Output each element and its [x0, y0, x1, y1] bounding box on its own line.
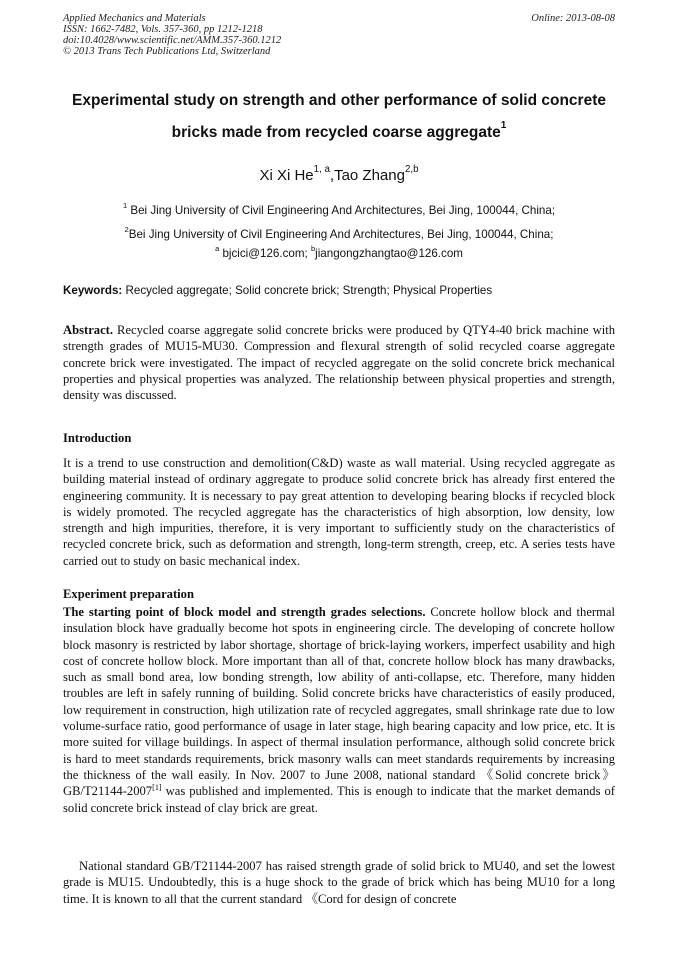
copyright-line: © 2013 Trans Tech Publications Ltd, Switzerland: [63, 46, 271, 57]
email-mark: b: [310, 244, 316, 254]
paper-title-line1: Experimental study on strength and other performance of solid concrete: [72, 92, 606, 109]
subsection-heading: The starting point of block model and strength grades selections.: [63, 605, 426, 619]
affiliation-text: Bei Jing University of Civil Engineering And Architectures, Bei Jing, 100044, China;: [128, 228, 554, 241]
publication-header: [63, 13, 615, 57]
affiliation-number: 2: [124, 225, 129, 235]
online-date: Online: 2013-08-08: [531, 13, 615, 24]
paragraph-text: was published and implemented. This is enough to indicate that the market demands of solid concrete brick instead of clay brick are great.: [63, 784, 615, 815]
issn-line: ISSN: 1662-7482, Vols. 357-360, pp 1212-1218: [63, 24, 263, 35]
abstract-text: Recycled coarse aggregate solid concrete bricks were produced by QTY4-40 brick machine with strength grades of MU15-MU30. Compression and flexural strength of solid recycled coarse aggregate concrete brick were investigated. The impact of recycled aggregate on the solid concrete brick mechanical properties and physical properties was analyzed. The relationship between physical properties and strength, density was discussed.: [63, 323, 615, 403]
section-heading-introduction: Introduction: [63, 431, 132, 445]
email-address: bjcici@126.com;: [219, 247, 311, 260]
title-footnote-mark: 1: [500, 120, 507, 132]
journal-name: Applied Mechanics and Materials: [63, 13, 206, 24]
author-affiliation-mark: 1, a: [313, 163, 330, 175]
author-list: [0, 163, 678, 184]
introduction-paragraph: It is a trend to use construction and demolition(C&D) waste as wall material. Using recycled aggregate as building material instead of ordinary aggregate to produce solid concrete brick has already first entered the engineering community. It is necessary to pay great attention to developing bearing blocks if recycled block is widely promoted. The recycled aggregate has the characteristics of high absorption, low density, low strength and high impurities, therefore, it is very important to sufficiently study on the characteristics of recycled concrete brick, such as deformation and strength, long-term strength, creep, etc. A series tests have carried out to study on basic mechanical index.: [63, 456, 615, 568]
section-heading-experiment: Experiment preparation: [63, 587, 194, 601]
author-emails: [0, 244, 678, 260]
affiliation-text: Bei Jing University of Civil Engineering And Architectures, Bei Jing, 100044, China;: [127, 204, 556, 217]
keywords: [63, 284, 492, 297]
email-mark: a: [215, 244, 220, 254]
paragraph-text: Concrete hollow block and thermal insulation block have gradually become hot spots in engineering circle. The developing of concrete hollow block masonry is restricted by labor shortage, shortage of brick-laying workers, imperfect usability and high cost of concrete hollow block. More important than all of that, concrete hollow block has many drawbacks, such as small bond area, low bonding strength, low ability of anti-collapse, etc. Therefore, many hidden troubles are left in safely running of building. Solid concrete bricks have characteristics of easily produced, low requirement in construction, high utilization rate of recycled aggregates, small shrinkage rate due to low volume-surface ratio, good performance of usage in later stage, high bearing capacity and low price, etc. It is more suited for village buildings. In aspect of thermal insulation performance, although solid concrete brick is hard to meet standards requirements, brick masonry walls can meet standards requirements by increasing the thickness of the wall easily. In Nov. 2007 to June 2008, national standard 《Solid concrete brick》GB/T21144-2007: [63, 605, 615, 799]
abstract-label: Abstract.: [63, 323, 114, 337]
author-name: Xi Xi He: [259, 167, 314, 184]
title-text: bricks made from recycled coarse aggregate: [171, 124, 501, 141]
author-separator: ,: [329, 167, 335, 184]
affiliation-2: [0, 225, 678, 241]
email-address: jiangongzhangtao@126.com: [315, 247, 463, 260]
doi-line: doi:10.4028/www.scientific.net/AMM.357-360.1212: [63, 35, 282, 46]
author-name: Tao Zhang: [334, 167, 405, 184]
experiment-paragraph-1: [63, 604, 615, 816]
author-affiliation-mark: 2,b: [404, 163, 419, 175]
keywords-text: Recycled aggregate; Solid concrete brick; Strength; Physical Properties: [122, 284, 493, 297]
abstract: [63, 322, 615, 403]
affiliation-1: [0, 201, 678, 217]
keywords-label: Keywords:: [63, 284, 123, 297]
experiment-paragraph-2: National standard GB/T21144-2007 has raised strength grade of solid brick to MU40, and set the lowest grade is MU15. Undoubtedly, this is a huge shock to the grade of brick which has being MU10 for a long time. It is known to all that the current standard 《Cord for design of concrete: [63, 859, 615, 906]
paper-title-line2: [40, 120, 638, 142]
citation-reference: [1]: [152, 783, 162, 793]
affiliation-number: 1: [122, 201, 128, 211]
